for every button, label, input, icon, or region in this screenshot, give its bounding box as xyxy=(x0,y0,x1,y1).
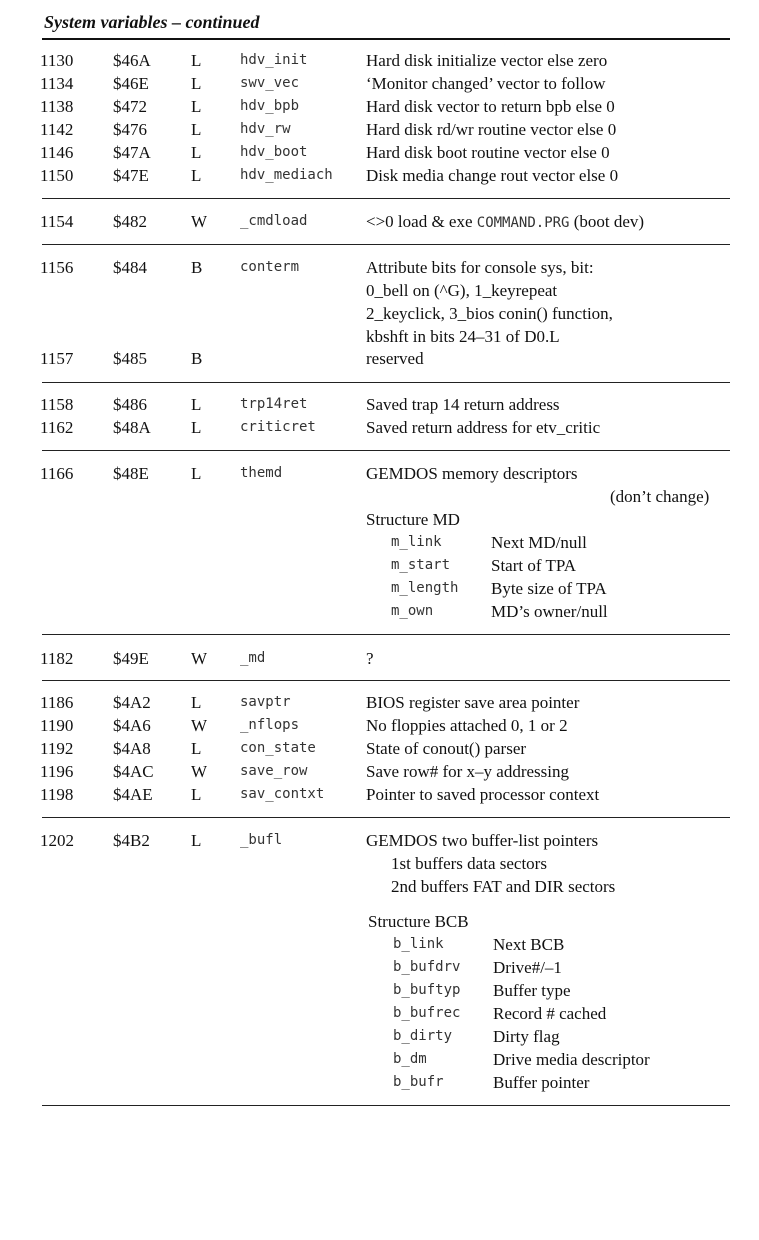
size-code: W xyxy=(191,716,208,735)
decimal-address: 1156 xyxy=(40,258,74,277)
decimal-address: 1150 xyxy=(40,166,74,185)
table-row xyxy=(0,141,759,164)
description: BIOS register save area pointer xyxy=(366,693,580,712)
table-row xyxy=(0,347,759,370)
table-row xyxy=(0,647,759,670)
description: Disk media change rout vector else 0 xyxy=(366,166,619,185)
hex-address: $476 xyxy=(113,120,147,139)
field-name: m_link xyxy=(391,534,442,550)
size-code: L xyxy=(191,120,202,139)
decimal-address: 1182 xyxy=(40,649,74,668)
decimal-address: 1198 xyxy=(40,785,74,804)
table-row xyxy=(0,393,759,416)
size-code: L xyxy=(191,74,202,93)
size-code: L xyxy=(191,418,202,437)
size-code: B xyxy=(191,258,203,277)
group-divider xyxy=(42,382,730,383)
description: Hard disk rd/wr routine vector else 0 xyxy=(366,120,617,139)
field-description: Buffer type xyxy=(493,981,571,1000)
decimal-address: 1130 xyxy=(40,51,74,70)
size-code: B xyxy=(191,349,203,368)
description: Pointer to saved processor context xyxy=(366,785,600,804)
table-row xyxy=(0,416,759,439)
table-row xyxy=(0,691,759,714)
hex-address: $4AC xyxy=(113,762,154,781)
description: ? xyxy=(366,649,374,668)
hex-address: $46A xyxy=(113,51,151,70)
variable-name: savptr xyxy=(240,694,291,710)
variable-name: _nflops xyxy=(240,717,300,733)
decimal-address: 1146 xyxy=(40,143,74,162)
description-subline: 1st buffers data sectors xyxy=(391,854,547,873)
description: reserved xyxy=(366,349,424,368)
description-prefix: <>0 load & exe xyxy=(366,212,477,231)
hex-address: $48E xyxy=(113,464,149,483)
variable-name: hdv_rw xyxy=(240,121,291,137)
field-description: Dirty flag xyxy=(493,1027,560,1046)
decimal-address: 1158 xyxy=(40,395,74,414)
variable-name: criticret xyxy=(240,419,316,435)
hex-address: $4A2 xyxy=(113,693,151,712)
field-name: m_length xyxy=(391,580,459,596)
structure-title: Structure BCB xyxy=(368,912,469,931)
hex-address: $472 xyxy=(113,97,147,116)
size-code: L xyxy=(191,51,202,70)
table-row xyxy=(0,95,759,118)
description: State of conout() parser xyxy=(366,739,527,758)
structure-field xyxy=(0,956,759,979)
group-divider xyxy=(42,1105,730,1106)
hex-address: $484 xyxy=(113,258,147,277)
size-code: L xyxy=(191,464,202,483)
field-name: b_dm xyxy=(393,1051,427,1067)
variable-name: conterm xyxy=(240,259,300,275)
description: No floppies attached 0, 1 or 2 xyxy=(366,716,568,735)
structure-field xyxy=(0,1048,759,1071)
table-row xyxy=(0,49,759,72)
description: Hard disk initialize vector else zero xyxy=(366,51,608,70)
hex-address: $4A8 xyxy=(113,739,151,758)
size-code: L xyxy=(191,395,202,414)
table-row xyxy=(0,164,759,187)
field-description: Buffer pointer xyxy=(493,1073,590,1092)
description: ‘Monitor changed’ vector to follow xyxy=(366,74,606,93)
size-code: W xyxy=(191,762,208,781)
table-row xyxy=(0,210,759,233)
field-name: b_bufr xyxy=(393,1074,444,1090)
table-row xyxy=(0,760,759,783)
structure-field xyxy=(0,1025,759,1048)
field-name: b_bufrec xyxy=(393,1005,461,1021)
structure-field xyxy=(0,577,759,600)
decimal-address: 1157 xyxy=(40,349,74,368)
field-description: Drive#/–1 xyxy=(493,958,562,977)
field-description: MD’s owner/null xyxy=(491,602,608,621)
decimal-address: 1166 xyxy=(40,464,74,483)
structure-field xyxy=(0,531,759,554)
variable-name: hdv_mediach xyxy=(240,167,333,183)
variable-name: _cmdload xyxy=(240,213,308,229)
hex-address: $49E xyxy=(113,649,149,668)
hex-address: $4AE xyxy=(113,785,153,804)
variable-name: _bufl xyxy=(240,832,283,848)
hex-address: $485 xyxy=(113,349,147,368)
table-row xyxy=(0,256,759,279)
description: Hard disk vector to return bpb else 0 xyxy=(366,97,615,116)
hex-address: $47E xyxy=(113,166,149,185)
structure-field xyxy=(0,600,759,623)
field-description: Start of TPA xyxy=(491,556,577,575)
variable-name: save_row xyxy=(240,763,308,779)
decimal-address: 1142 xyxy=(40,120,74,139)
variable-name: trp14ret xyxy=(240,396,308,412)
size-code: L xyxy=(191,785,202,804)
variable-name: hdv_init xyxy=(240,52,308,68)
table-row xyxy=(0,714,759,737)
field-name: b_buftyp xyxy=(393,982,461,998)
decimal-address: 1134 xyxy=(40,74,74,93)
group-divider xyxy=(42,634,730,635)
size-code: L xyxy=(191,143,202,162)
hex-address: $48A xyxy=(113,418,151,437)
decimal-address: 1162 xyxy=(40,418,74,437)
structure-field xyxy=(0,1071,759,1094)
hex-address: $4B2 xyxy=(113,831,150,850)
field-description: Drive media descriptor xyxy=(493,1050,650,1069)
group-divider xyxy=(42,450,730,451)
structure-field xyxy=(0,554,759,577)
size-code: L xyxy=(191,693,202,712)
hex-address: $47A xyxy=(113,143,151,162)
variable-name: hdv_bpb xyxy=(240,98,300,114)
field-name: b_link xyxy=(393,936,444,952)
decimal-address: 1186 xyxy=(40,693,74,712)
hex-address: $4A6 xyxy=(113,716,151,735)
field-description: Byte size of TPA xyxy=(491,579,607,598)
field-name: b_bufdrv xyxy=(393,959,461,975)
description-suffix: (boot dev) xyxy=(569,212,645,231)
description-code: COMMAND.PRG xyxy=(476,215,570,231)
group-divider xyxy=(42,680,730,681)
description: Saved trap 14 return address xyxy=(366,395,560,414)
description-continuation: kbshft in bits 24–31 of D0.L xyxy=(366,327,560,346)
decimal-address: 1202 xyxy=(40,831,74,850)
variable-name: themd xyxy=(240,465,283,481)
title-rule xyxy=(42,38,730,40)
size-code: L xyxy=(191,97,202,116)
description: Save row# for x–y addressing xyxy=(366,762,570,781)
size-code: L xyxy=(191,739,202,758)
structure-field xyxy=(0,933,759,956)
structure-field xyxy=(0,1002,759,1025)
decimal-address: 1196 xyxy=(40,762,74,781)
table-row xyxy=(0,118,759,141)
table-row xyxy=(0,783,759,806)
description: Attribute bits for console sys, bit: xyxy=(366,258,594,277)
description: Hard disk boot routine vector else 0 xyxy=(366,143,610,162)
size-code: W xyxy=(191,212,208,231)
table-row xyxy=(0,829,759,852)
size-code: W xyxy=(191,649,208,668)
field-name: m_own xyxy=(391,603,434,619)
variable-name: con_state xyxy=(240,740,316,756)
field-description: Record # cached xyxy=(493,1004,607,1023)
description: GEMDOS two buffer-list pointers xyxy=(366,831,599,850)
group-divider xyxy=(42,198,730,199)
decimal-address: 1190 xyxy=(40,716,74,735)
size-code: L xyxy=(191,166,202,185)
structure-title: Structure MD xyxy=(366,510,460,529)
variable-name: hdv_boot xyxy=(240,144,308,160)
field-description: Next MD/null xyxy=(491,533,587,552)
description-continuation: 2_keyclick, 3_bios conin() function, xyxy=(366,304,613,323)
note-text: (don’t change) xyxy=(610,487,710,506)
description: GEMDOS memory descriptors xyxy=(366,464,578,483)
decimal-address: 1138 xyxy=(40,97,74,116)
table-row xyxy=(0,462,759,485)
table-row xyxy=(0,72,759,95)
description-continuation: 0_bell on (^G), 1_keyrepeat xyxy=(366,281,558,300)
variable-name: swv_vec xyxy=(240,75,300,91)
variable-name: _md xyxy=(240,650,266,666)
group-divider xyxy=(42,817,730,818)
variable-name: sav_contxt xyxy=(240,786,325,802)
table-row xyxy=(0,737,759,760)
hex-address: $486 xyxy=(113,395,147,414)
group-divider xyxy=(42,244,730,245)
field-description: Next BCB xyxy=(493,935,565,954)
page-title: System variables – continued xyxy=(44,12,260,32)
description xyxy=(366,210,644,235)
hex-address: $46E xyxy=(113,74,149,93)
decimal-address: 1192 xyxy=(40,739,74,758)
description: Saved return address for etv_critic xyxy=(366,418,601,437)
structure-field xyxy=(0,979,759,1002)
description-subline: 2nd buffers FAT and DIR sectors xyxy=(391,877,616,896)
decimal-address: 1154 xyxy=(40,212,74,231)
hex-address: $482 xyxy=(113,212,147,231)
field-name: b_dirty xyxy=(393,1028,453,1044)
field-name: m_start xyxy=(391,557,451,573)
size-code: L xyxy=(191,831,202,850)
